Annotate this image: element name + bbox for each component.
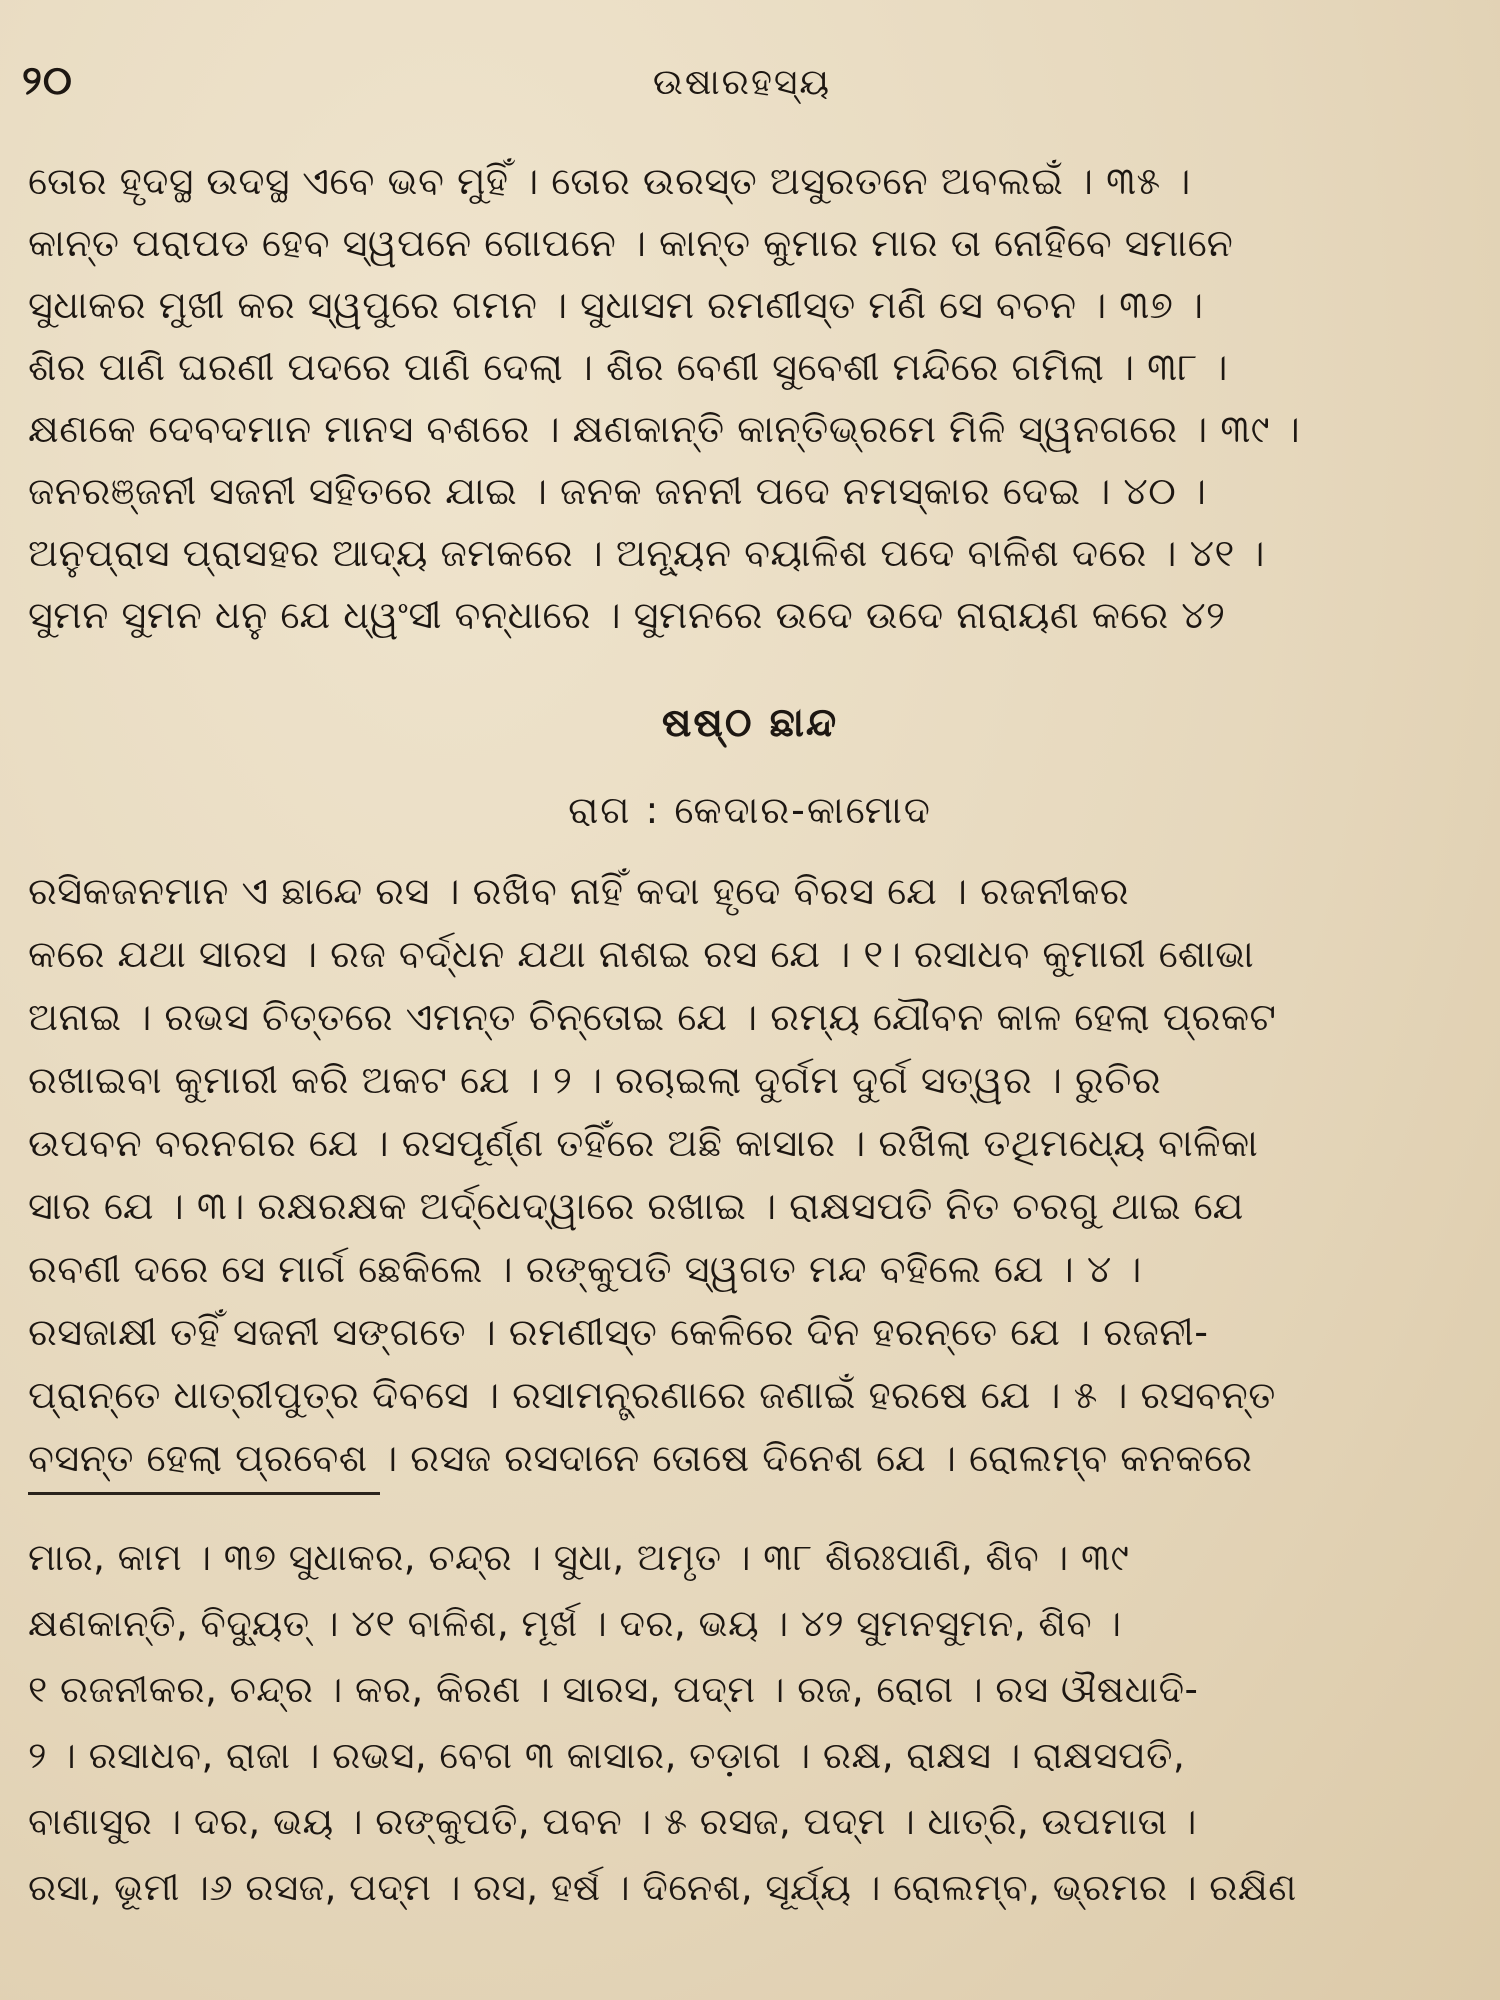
verse-line: ରଖାଇବା କୁମାରୀ କରି ଅକଟ ଯେ । ୨ । ରଚାଇଲା ଦୁର୍ଗମ ଦୁର୍ଗ ସତ୍ୱର । ରୁଚିର	[28, 1058, 1162, 1102]
verse-line: ବସନ୍ତ ହେଲା ପ୍ରବେଶ । ରସଜ ରସଦାନେ ତୋଷେ ଦିନେଶ ଯେ । ରୋଲମ୍ବ କନକରେ	[28, 1436, 1253, 1480]
raga-line: ରାଗ : କେଦାର-କାମୋଦ	[568, 788, 932, 832]
verse-line: ଜନରଞ୍ଜନୀ ସଜନୀ ସହିତରେ ଯାଇ । ଜନକ ଜନନୀ ପଦେ ନମସ୍କାର ଦେଇ । ୪୦ ।	[28, 469, 1207, 513]
verse-line: କାନ୍ତ ପରାପଡ ହେବ ସ୍ୱପନେ ଗୋପନେ । କାନ୍ତ କୁମାର ମାର ତା ନୋହିବେ ସମାନେ	[28, 221, 1234, 265]
footnote-line: ମାର, କାମ । ୩୭ ସୁଧାକର, ଚନ୍ଦ୍ର । ସୁଧା, ଅମୃତ । ୩୮ ଶିରଃପାଣି, ଶିବ । ୩୯	[28, 1536, 1130, 1579]
verse-line: ସାର ଯେ । ୩। ରକ୍ଷରକ୍ଷକ ଅର୍ଦ୍ଧେଦ୍ୱାରେ ରଖାଇ । ରାକ୍ଷସପତି ନିତ ଚରଗୁ ଥାଇ ଯେ	[28, 1184, 1244, 1228]
verse-block-2	[28, 860, 1478, 1490]
verse-line: ଶିର ପାଣି ଘରଣୀ ପଦରେ ପାଣି ଦେଲା । ଶିର ବେଣୀ ସୁବେଶୀ ମନ୍ଦିରେ ଗମିଲା । ୩୮ ।	[28, 345, 1229, 389]
verse-line: ରସଜାକ୍ଷୀ ତହିଁ ସଜନୀ ସଙ୍ଗତେ । ରମଣୀସ୍ତ କେଳିରେ ଦିନ ହରନ୍ତେ ଯେ । ରଜନୀ-	[28, 1310, 1209, 1354]
chapter-title: ଷଷ୍ଠ ଛାନ୍ଦ	[661, 700, 839, 746]
verse-line: ତୋର ହୃଦସ୍ଥ ଉଦସ୍ଥ ଏବେ ଭବ ମୁହିଁ । ତୋର ଉରସ୍ତ ଅସୁରତନେ ଅବଲଇଁ । ୩୫ ।	[28, 159, 1191, 203]
verse-line: ଅନାଇ । ରଭସ ଚିତ୍ତରେ ଏମନ୍ତ ଚିନ୍ତୋଇ ଯେ । ରମ୍ୟ ଯୌବନ କାଳ ହେଲା ପ୍ରକଟ	[28, 995, 1277, 1039]
verse-line: କରେ ଯଥା ସାରସ । ରଜ ବର୍ଦ୍ଧନ ଯଥା ନାଶଇ ରସ ଯେ । ୧। ରସାଧବ କୁମାରୀ ଶୋଭା	[28, 932, 1255, 976]
verse-line: ଅନୁପ୍ରାସ ପ୍ରାସହର ଆଦ୍ୟ ଜମକରେ । ଅନୂ୍ୟନ ବୟାଳିଶ ପଦେ ବାଳିଶ ଦରେ । ୪୧ ।	[28, 531, 1265, 575]
footnote-line: ରସା, ଭୂମୀ ।୬ ରସଜ, ପଦ୍ମ । ରସ, ହର୍ଷ । ଦିନେଶ, ସୂର୍ଯ୍ୟ । ରୋଲମ୍ବ, ଭ୍ରମର । ରକ୍ଷିଣ	[28, 1866, 1297, 1909]
verse-line: ଉପବନ ବରନଗର ଯେ । ରସପୂର୍ଣ୍ଣ ତହିଁରେ ଅଛି କାସାର । ରଖିଲା ତଥିମଧ୍ୟେ ବାଳିକା	[28, 1121, 1259, 1165]
verse-line: ରବଣୀ ଦରେ ସେ ମାର୍ଗ ଛେକିଲେ । ରଙ୍କୁପତି ସ୍ୱଗତ ମନ୍ଦ ବହିଲେ ଯେ । ୪ ।	[28, 1247, 1142, 1291]
running-title: ଉଷାରହସ୍ୟ	[652, 62, 832, 103]
footnote-divider	[28, 1492, 380, 1495]
footnote-line: ୧ ରଜନୀକର, ଚନ୍ଦ୍ର । କର, କିରଣ । ସାରସ, ପଦ୍ମ । ରଜ, ରୋଗ । ରସ ଔଷଧାଦି-	[28, 1668, 1199, 1711]
footnote-line: ୨ । ରସାଧବ, ରାଜା । ରଭସ, ବେଗ ୩ କାସାର, ତଡ଼ାଗ । ରକ୍ଷ, ରାକ୍ଷସ । ରାକ୍ଷସପତି,	[28, 1734, 1186, 1777]
footnote-line: କ୍ଷଣକାନ୍ତି, ବିଦ୍ୟୁତ୍ । ୪୧ ବାଳିଶ, ମୂର୍ଖ । ଦର, ଭୟ । ୪୨ ସୁମନସୁମନ, ଶିବ ।	[28, 1602, 1122, 1645]
page-number: ୨୦	[22, 58, 73, 104]
verse-block-1	[28, 150, 1478, 646]
footnote-line: ବାଣାସୁର । ଦର, ଭୟ । ରଙ୍କୁପତି, ପବନ । ୫ ରସଜ, ପଦ୍ମ । ଧାତ୍ରି, ଉପମାତା ।	[28, 1800, 1197, 1843]
verse-line: ସୁମନ ସୁମନ ଧନୁ ଯେ ଧ୍ୱଂସୀ ବନ୍ଧାରେ । ସୁମନରେ ଉଦେ ଉଦେ ନାରାୟଣ କରେ ୪୨	[28, 593, 1226, 637]
footnotes	[28, 1525, 1478, 1921]
verse-line: କ୍ଷଣକେ ଦେବଦମାନ ମାନସ ବଶରେ । କ୍ଷଣକାନ୍ତି କାନ୍ତିଭ୍ରମେ ମିଳି ସ୍ୱନଗରେ । ୩୯ ।	[28, 407, 1301, 451]
verse-line: ପ୍ରାନ୍ତେ ଧାତ୍ରୀପୁତ୍ର ଦିବସେ । ରସାମନ୍ତ୍ରଣାରେ ଜଣାଇଁ ହରଷେ ଯେ । ୫ । ରସବନ୍ତ	[28, 1373, 1276, 1417]
verse-line: ରସିକଜନମାନ ଏ ଛାନ୍ଦେ ରସ । ରଖିବ ନାହିଁ କଦା ହୃଦେ ବିରସ ଯେ । ରଜନୀକର	[28, 869, 1129, 913]
page-header	[22, 58, 1462, 118]
verse-line: ସୁଧାକର ମୁଖୀ କର ସ୍ୱପୁରେ ଗମନ । ସୁଧାସମ ରମଣୀସ୍ତ ମଣି ସେ ବଚନ । ୩୭ ।	[28, 283, 1204, 327]
